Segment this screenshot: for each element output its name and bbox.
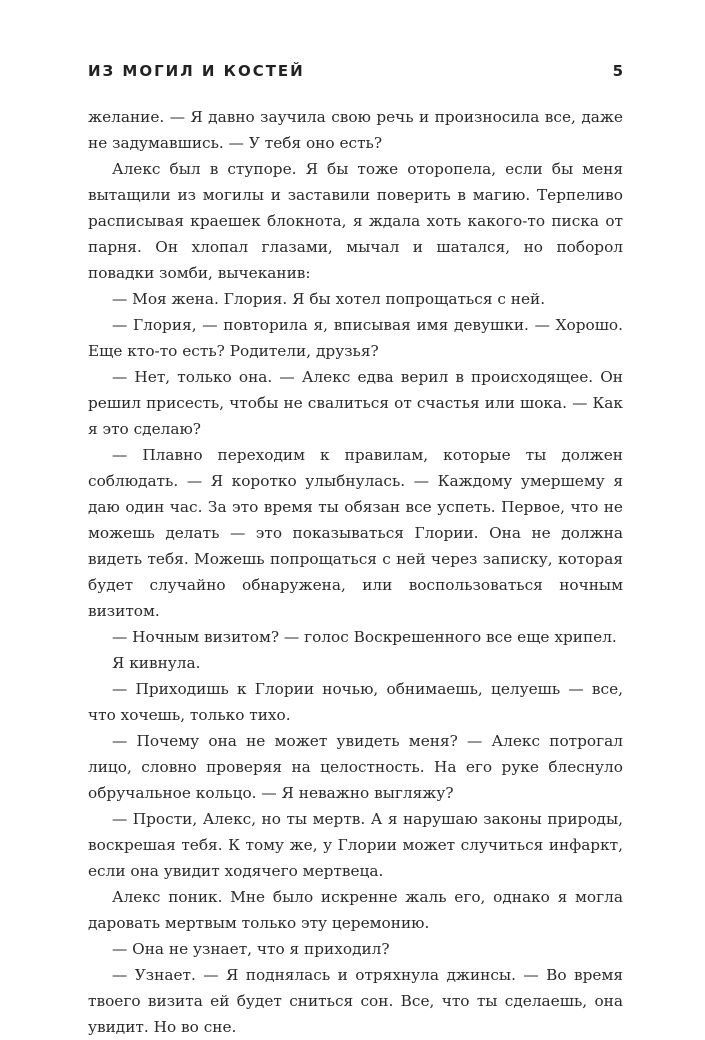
paragraph: — Почему она не может увидеть меня? — Алекс потрогал лицо, словно проверяя на целостность. На его руке блеснуло обручальное кольцо. — Я неважно выгляжу? [88, 732, 623, 802]
book-page [88, 62, 623, 1036]
running-title: ИЗ МОГИЛ И КОСТЕЙ [88, 62, 305, 80]
paragraph: Алекс был в ступоре. Я бы тоже оторопела, если бы меня вытащили из могилы и заставили поверить в магию. Терпеливо расписывая краешек блокнота, я ждала хоть какого-то писка от парня. Он хлопал глазами, мычал и шатался, но поборол повадки зомби, вычеканив: [88, 160, 623, 282]
paragraph: — Плавно переходим к правилам, которые ты должен соблюдать. — Я коротко улыбнулась. — Каждому умершему я даю один час. За это время ты обязан все успеть. Первое, что не можешь делать — это показываться Глории. Она не должна видеть тебя. Можешь попрощаться с ней через записку, которая будет случайно обнаружена, или воспользоваться ночным визитом. [88, 446, 623, 620]
paragraph: Я кивнула. [112, 654, 201, 672]
paragraph: — Нет, только она. — Алекс едва верил в происходящее. Он решил присесть, чтобы не свалиться от счастья или шока. — Как я это сделаю? [88, 368, 623, 438]
paragraph: — Моя жена. Глория. Я бы хотел попрощаться с ней. [112, 290, 546, 308]
paragraph: — Приходишь к Глории ночью, обнимаешь, целуешь — все, что хочешь, только тихо. [88, 680, 623, 724]
body-text [88, 104, 623, 1040]
paragraph: желание. — Я давно заучила свою речь и произносила все, даже не задумавшись. — У тебя оно есть? [88, 108, 623, 152]
paragraph: — Прости, Алекс, но ты мертв. А я нарушаю законы природы, воскрешая тебя. К тому же, у Глории может случиться инфаркт, если она увидит ходячего мертвеца. [88, 810, 623, 880]
paragraph: Алекс поник. Мне было искренне жаль его, однако я могла даровать мертвым только эту церемонию. [88, 888, 623, 932]
paragraph: — Глория, — повторила я, вписывая имя девушки. — Хорошо. Еще кто-то есть? Родители, друзья? [88, 316, 623, 360]
running-head [88, 62, 623, 96]
paragraph: — Она не узнает, что я приходил? [112, 940, 390, 958]
paragraph: — Узнает. — Я поднялась и отряхнула джинсы. — Во время твоего визита ей будет сниться сон. Все, что ты сделаешь, она увидит. Но во сне. [88, 966, 623, 1036]
paragraph: — Ночным визитом? — голос Воскрешенного все еще хрипел. [112, 628, 617, 646]
page-number: 5 [612, 62, 623, 80]
